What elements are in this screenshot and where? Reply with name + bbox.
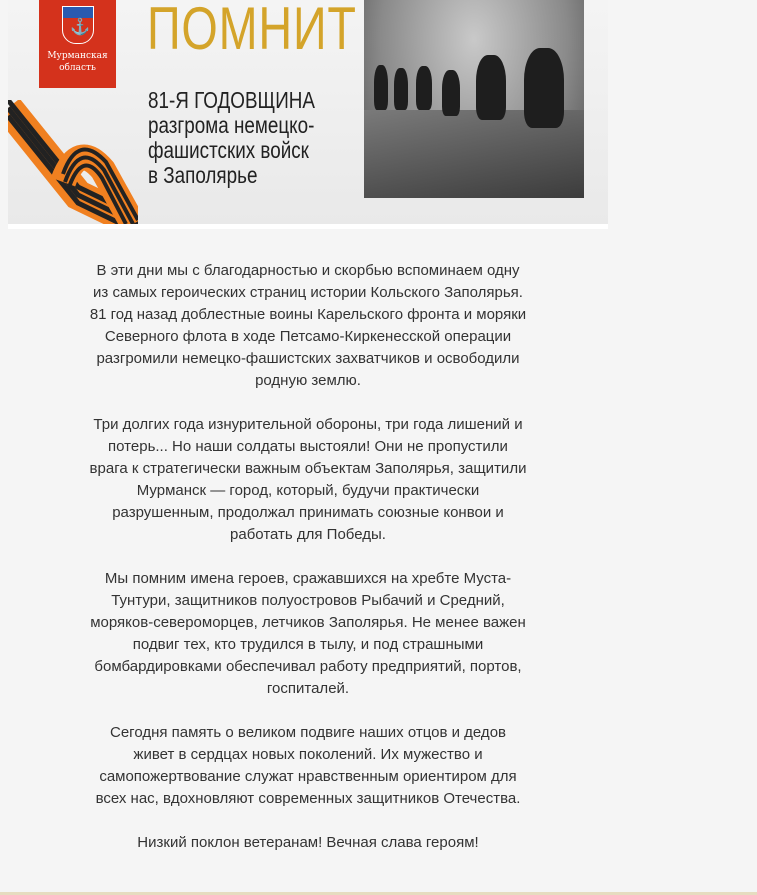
subtitle-line: разгрома немецко- bbox=[148, 112, 315, 138]
logo-text-line: область bbox=[59, 63, 96, 73]
banner-headline: ПОМНИТ bbox=[147, 0, 357, 62]
article-body bbox=[68, 260, 548, 876]
coat-of-arms-icon bbox=[62, 6, 94, 44]
subtitle-line: фашистских войск bbox=[148, 137, 309, 163]
memorial-banner bbox=[8, 0, 608, 224]
paragraph: Мы помним имена героев, сражавшихся на хребте Муста- Тунтури, защитников полуостровов Рыбачий и Средний, моряков-североморцев, летчиков Заполярья. Не менее важен подвиг тех, кто трудился в тылу, и под страшными бомбардировками обеспечивал работу предприятий, портов, госпиталей. bbox=[90, 570, 526, 697]
paragraph: Сегодня память о великом подвиге наших отцов и дедов живет в сердцах новых поколений. Их мужество и самопожертвование служат нравственным ориентиром для всех нас, вдохновляют современных защитников Отечества. bbox=[95, 724, 521, 807]
paragraph: В эти дни мы с благодарностью и скорбью вспоминаем одну из самых героических страниц истории Кольского Заполярья. 81 год назад доблестные воины Карельского фронта и моряки Северного флота в ходе Петсамо-Киркенесской операции разгромили немецко-фашистских захватчиков и освободили родную землю. bbox=[89, 262, 527, 389]
subtitle-line: в Заполярье bbox=[148, 162, 258, 188]
banner-subtitle bbox=[148, 88, 315, 188]
subtitle-line: 81-Я ГОДОВЩИНА bbox=[148, 87, 315, 113]
historical-photo bbox=[364, 0, 584, 198]
paragraph: Три долгих года изнурительной обороны, три года лишений и потерь... Но наши солдаты выстояли! Они не пропустили врага к стратегически важным объектам Заполярья, защитили Мурманск — город, который, будучи практически разрушенным, продолжал принимать союзные конвои и работать для Победы. bbox=[89, 416, 527, 543]
st-george-ribbon-icon bbox=[8, 100, 138, 224]
closing-paragraph: Низкий поклон ветеранам! Вечная слава героям! bbox=[137, 834, 479, 851]
murmansk-region-logo bbox=[39, 0, 116, 88]
logo-text-line: Мурманская bbox=[47, 51, 108, 61]
banner-divider bbox=[8, 224, 608, 229]
